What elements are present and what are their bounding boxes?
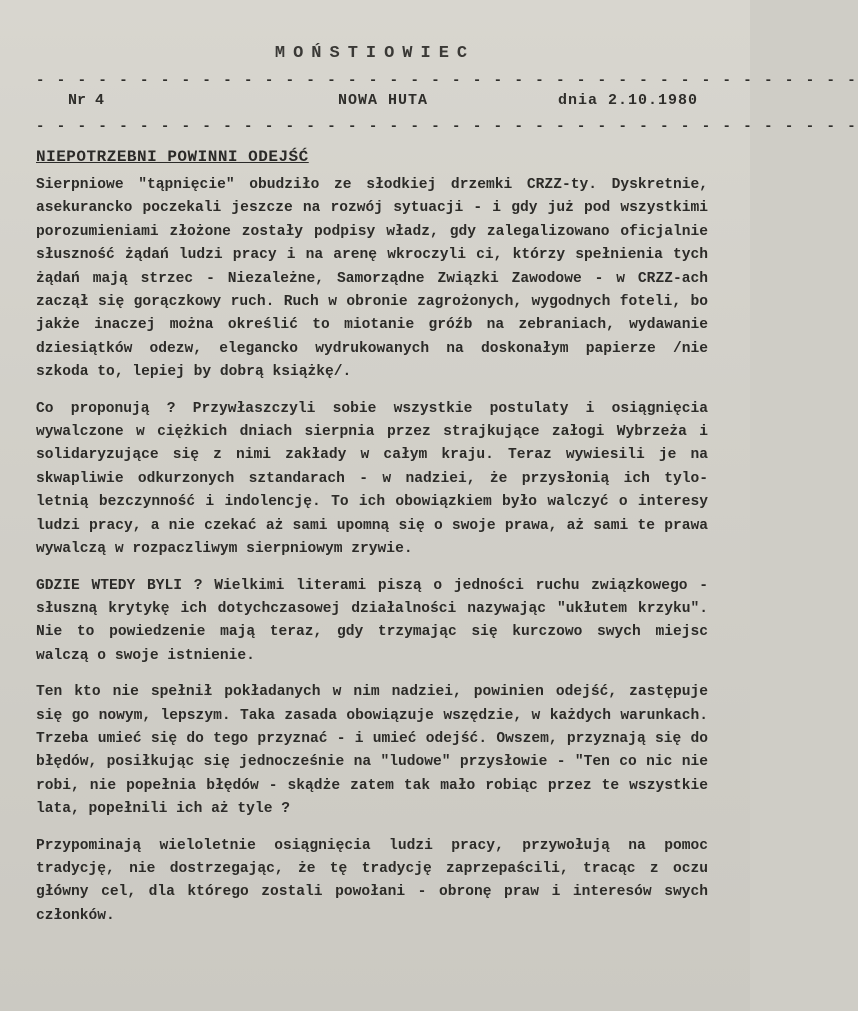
article-paragraph: Przypominają wieloletnie osiągnięcia ludzi pracy, przywołują na pomoc tradycję, nie dostrzegając, że tę tradycję zaprzepaścili, tracąc z oczu główny cel, dla którego zostali powołani - obronę praw i interesów swych członków. — [36, 837, 708, 924]
dashed-divider-bottom: - - - - - - - - - - - - - - - - - - - - - - - - - - - - - - - - - - - - - - - - — [36, 119, 858, 135]
newsletter-title: MOŃSTIOWIEC — [274, 44, 476, 63]
article-paragraph: Ten kto nie spełnił pokładanych w nim nadziei, powinien odejść, zastępuje się go nowym, lepszym. Taka zasada obowiązuje wszędzie, w każdych warunkach. Trzeba umieć się do tego przyznać - i umieć odejść. Owszem, przyznają się do błędów, posiłkując się jednocześnie na "ludowe" przysłowie - "Ten co nic nie robi, nie popełnia błędów - skądże zatem tak mało robiąc przez te wszystkie lata, popełnili ich aż tyle ? — [36, 684, 708, 818]
article-paragraph: Sierpniowe "tąpnięcie" obudziło ze słodkiej drzemki CRZZ-ty. Dyskretnie, asekuranckо poczekali jeszcze na rozwój sytuacji - i gdy już pod wszystkimi porozumieniami złożone zostały podpisy władz, gdy zalegalizowano oficjalnie słuszność żądań ludzi pracy i na arenę wkroczyli ci, którzy spełnienia tych żądań mają strzec - Niezależne, Samorządne Związki Zawodowe - w CRZZ-ach zaczął się gorączkowy ruch. Ruch w obronie zagrożonych, wygodnych foteli, bo jakże inaczej można określić to miotanie gróźb na zebraniach, wydawanie dziesiątków odezw, elegancko wydrukowanych na doskonałym papierze /nie szkoda to, lepiej by dobrą książkę/. — [36, 177, 708, 381]
issue-info-row — [38, 92, 698, 112]
article-headline: NIEPOTRZEBNI POWINNI ODEJŚĆ — [36, 148, 309, 166]
issue-place: NOWA HUTA — [338, 92, 429, 109]
article-body — [36, 174, 708, 928]
dashed-divider-top: - - - - - - - - - - - - - - - - - - - - - - - - - - - - - - - - - - - - - - - - — [36, 73, 858, 89]
article-paragraph: GDZIE WTEDY BYLI ? Wielkimi literami piszą o jedności ruchu związkowego - słuszną krytykę ich dotychczasowej działalności nazywając "ukłutem krzyku". Nie to powiedzenie mają teraz, gdy trzymając się kurczowo swych miejsc walczą o swoje istnienie. — [36, 577, 708, 664]
issue-number: Nr 4 — [68, 92, 105, 109]
issue-date: dnia 2.10.1980 — [557, 92, 698, 109]
article-paragraph: Co proponują ? Przywłaszczyli sobie wszystkie postulaty i osiągnięcia wywalczone w ciężkich dniach sierpnia przez strajkujące załogi Wybrzeża i solidaryzujące się z nimi zakłady w całym kraju. Teraz wywiesili je na skwapliwie odkurzonych sztandarach - w nadziei, że przysłonią ich tylo-letnią bezczynność i indolencję. To ich obowiązkiem było walczyć o interesy ludzi pracy, a nie czekać aż sami upomną się o swoje prawa, aż sami te prawa wywalczą w rozpaczliwym sierpniowym zrywie. — [36, 400, 708, 558]
